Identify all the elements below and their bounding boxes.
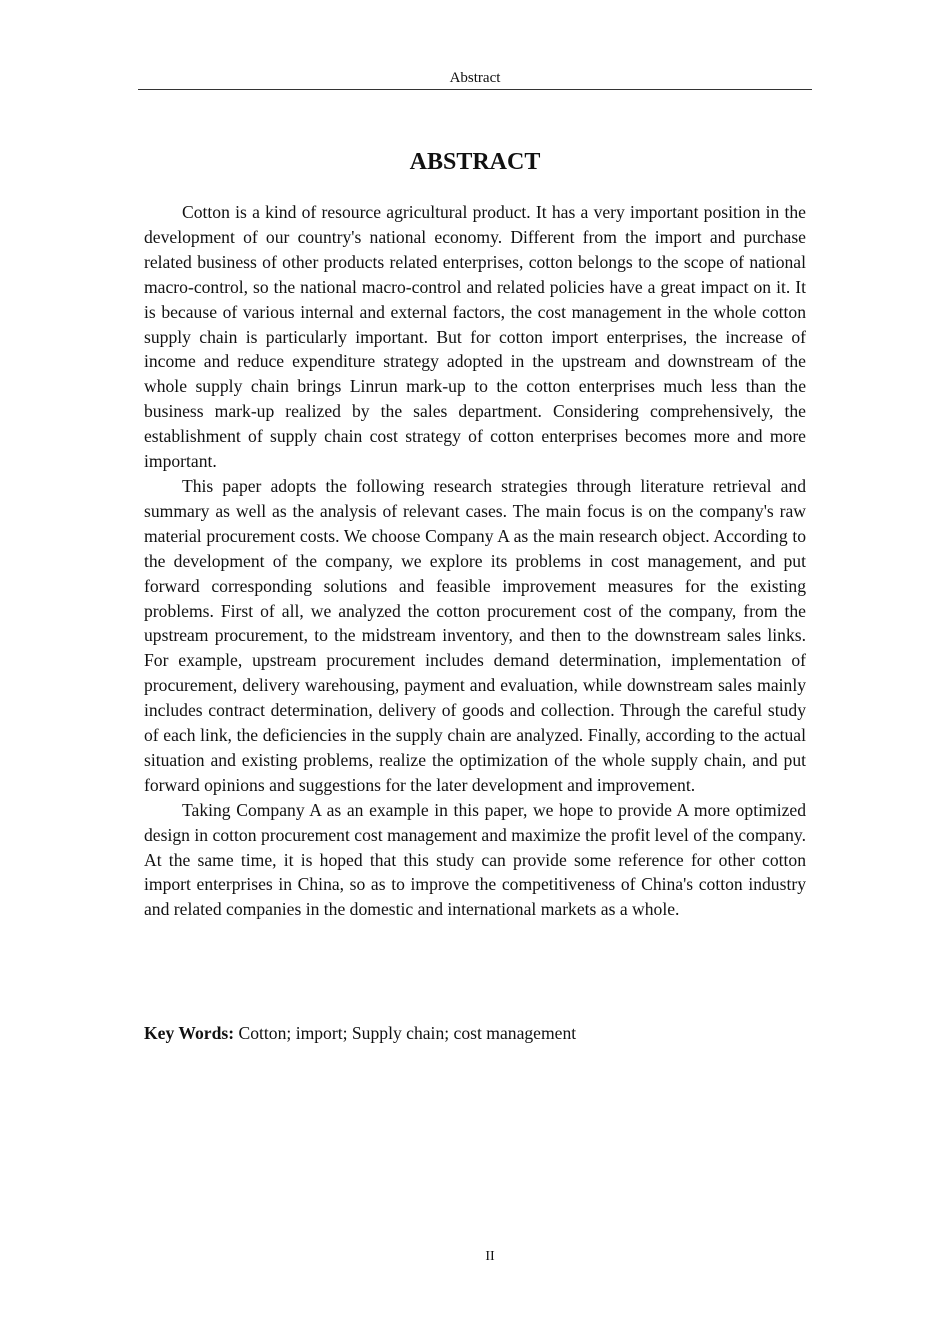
abstract-paragraph-1: Cotton is a kind of resource agricultural product. It has a very important position in the development of our country's national economy. Different from the import and purchase related business of other products related enterprises, cotton belongs to the scope of national macro-control, so the national macro-control and related policies have a great impact on it. It is because of various internal and external factors, the cost management in the whole cotton supply chain is particularly important. But for cotton import enterprises, the increase of income and reduce expenditure strategy adopted in the upstream and downstream of the whole supply chain brings Linrun mark-up to the cotton enterprises much less than the business mark-up realized by the sales department. Considering comprehensively, the establishment of supply chain cost strategy of cotton enterprises becomes more and more important. [144, 202, 806, 472]
keywords-label: Key Words: [144, 1023, 235, 1043]
running-header-title: Abstract [449, 70, 501, 86]
abstract-paragraph-3: Taking Company A as an example in this paper, we hope to provide A more optimized design in cotton procurement cost management and maximize the profit level of the company. At the same time, it is hoped that this study can provide some reference for other cotton import enterprises in China, so as to improve the competitiveness of China's cotton industry and related companies in the domestic and international markets as a whole. [144, 799, 806, 920]
keywords-value: Cotton; import; Supply chain; cost management [238, 1023, 577, 1043]
abstract-body [144, 200, 806, 922]
page-number: II [485, 1249, 495, 1264]
abstract-paragraph-2: This paper adopts the following research strategies through literature retrieval and summary as well as the analysis of relevant cases. The main focus is on the company's raw material procurement costs. We choose Company A as the main research object. According to the development of the company, we explore its problems in cost management, and put forward corresponding solutions and feasible improvement measures for the existing problems. First of all, we analyzed the cotton procurement cost of the company, from the upstream procurement, to the midstream inventory, and then to the downstream sales links. For example, upstream procurement includes demand determination, implementation of procurement, delivery warehousing, payment and evaluation, while downstream sales mainly includes contract determination, delivery of goods and collection. Through the careful study of each link, the deficiencies in the supply chain are analyzed. Finally, according to the actual situation and existing problems, realize the optimization of the whole supply chain, and put forward opinions and suggestions for the later development and improvement. [144, 475, 806, 795]
running-header [138, 69, 812, 90]
keywords-line [144, 1021, 806, 1046]
abstract-title: ABSTRACT [409, 149, 541, 175]
